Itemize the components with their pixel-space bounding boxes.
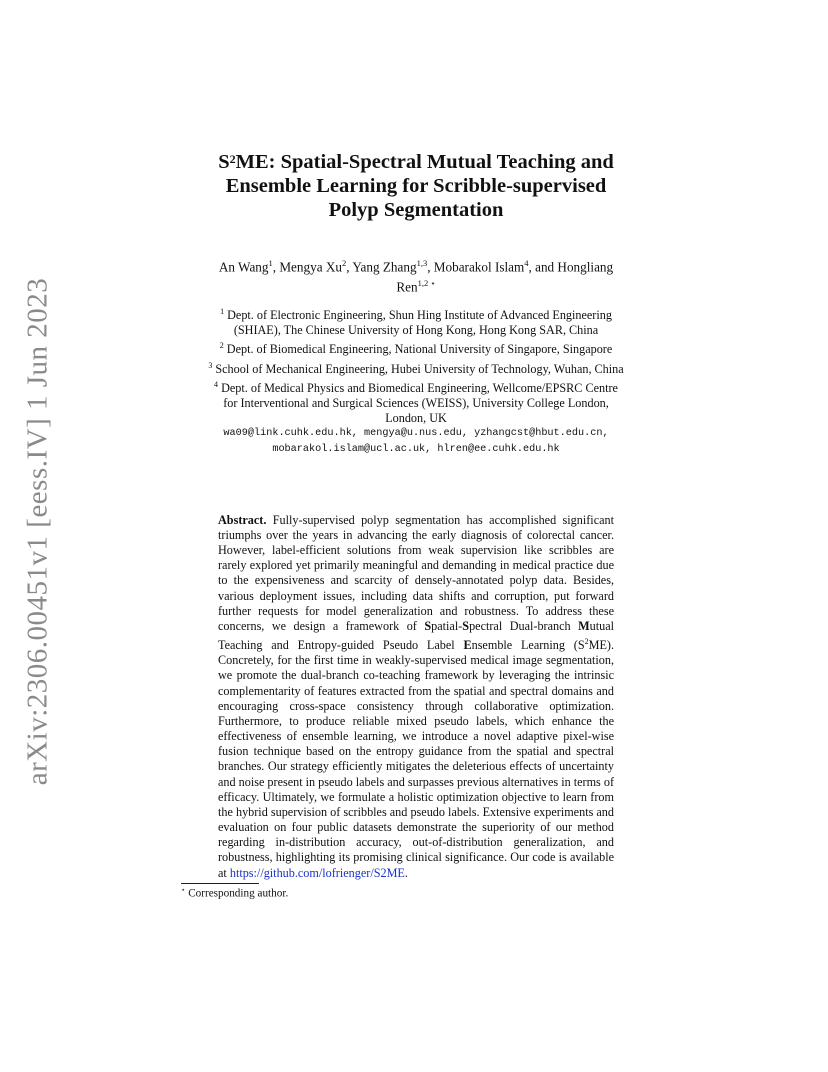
affiliation-line: (SHIAE), The Chinese University of Hong Kong, Hong Kong SAR, China bbox=[233, 323, 599, 338]
affiliations bbox=[180, 304, 652, 427]
email-line: mobarakol.islam@ucl.ac.uk, hlren@ee.cuhk.edu.hk bbox=[272, 443, 560, 455]
arxiv-side-identifier bbox=[21, 277, 54, 785]
arxiv-id-text: arXiv:2306.00451v1 [eess.IV] 1 Jun 2023 bbox=[21, 277, 54, 785]
footnote-rule bbox=[181, 883, 259, 884]
affiliation-line: London, UK bbox=[385, 411, 447, 426]
affiliation-line: $^4$ Dept. of Medical Physics and Biomedical Engineering, Wellcome/EPSRC Centre bbox=[214, 379, 618, 395]
affiliation-line: $^1$ Dept. of Electronic Engineering, Shun Hing Institute of Advanced Engineering bbox=[220, 306, 612, 322]
affiliation-line: for Interventional and Surgical Sciences (WEISS), University College London, bbox=[223, 396, 609, 411]
abstract-label: Abstract. bbox=[218, 512, 267, 527]
email-line: wa09@link.cuhk.edu.hk, mengya@u.nus.edu, yzhangcst@hbut.edu.cn, bbox=[223, 428, 609, 440]
abstract: Abstract. Fully-supervised polyp segmentation has accomplished significant triumphs over the years in advancing the early diagnosis of colorectal cancer. However, label-efficient solutions from weak supervision like scribbles are rarely explored yet primarily meaningful and demanding in medical practice due to the expensiveness and scarcity of densely-annotated polyp data. Besides, various deployment issues, including data shifts and corruption, put forward further requests for model generalization and robustness. To address these concerns, we design a framework of Spatial-Spectral Dual-branch Mutual Teaching and Entropy-guided Pseudo Label Ensemble Learning $(S^2ME)$. Concretely, for the first time in weakly-supervised medical image segmentation, we promote the dual-branch co-teaching framework by leveraging the intrinsic complementarity of features extracted from the spatial and spectral domains and encouraging cross-space consistency through collaborative optimization. Furthermore, to produce reliable mixed pseudo labels, which enhance the effectiveness of ensemble learning, we introduce a novel adaptive pixel-wise fusion technique based on the entropy guidance from the spatial and spectral branches. Our strategy efficiently mitigates the deleterious effects of uncertainty and noise present in pseudo labels and surpasses previous alternatives in terms of efficacy. Ultimately, we formulate a holistic optimization objective to learn from the hybrid supervision of scribbles and pseudo labels. Extensive experiments and evaluation on four public datasets demonstrate the superiority of our method regarding in-distribution accuracy, out-of-distribution generalization, and robustness, highlighting its promising clinical significance. Our code is available at https://github.com/lofrienger/S2ME. bbox=[218, 512, 614, 880]
paper-front-page bbox=[180, 150, 652, 881]
author-emails bbox=[180, 426, 652, 456]
footnote-corresponding-author: ⋆ Corresponding author. bbox=[181, 886, 289, 900]
affiliation-line: $^3$ School of Mechanical Engineering, Hubei University of Technology, Wuhan, China bbox=[208, 360, 624, 376]
paper-title: $S^2ME$: Spatial-Spectral Mutual Teaching and Ensemble Learning for Scribble-supervised Polyp Segmentation bbox=[218, 151, 614, 221]
affiliation-line: $^2$ Dept. of Biomedical Engineering, National University of Singapore, Singapore bbox=[219, 341, 613, 357]
code-repo-link[interactable]: https://github.com/lofrienger/S2ME bbox=[229, 865, 405, 880]
author-list: An Wang$^1$, Mengya Xu$^2$, Yang Zhang$^{1,3}$, Mobarakol Islam$^4$, and Hongliang Ren$^{1,2 ⋆}$ bbox=[218, 258, 614, 295]
